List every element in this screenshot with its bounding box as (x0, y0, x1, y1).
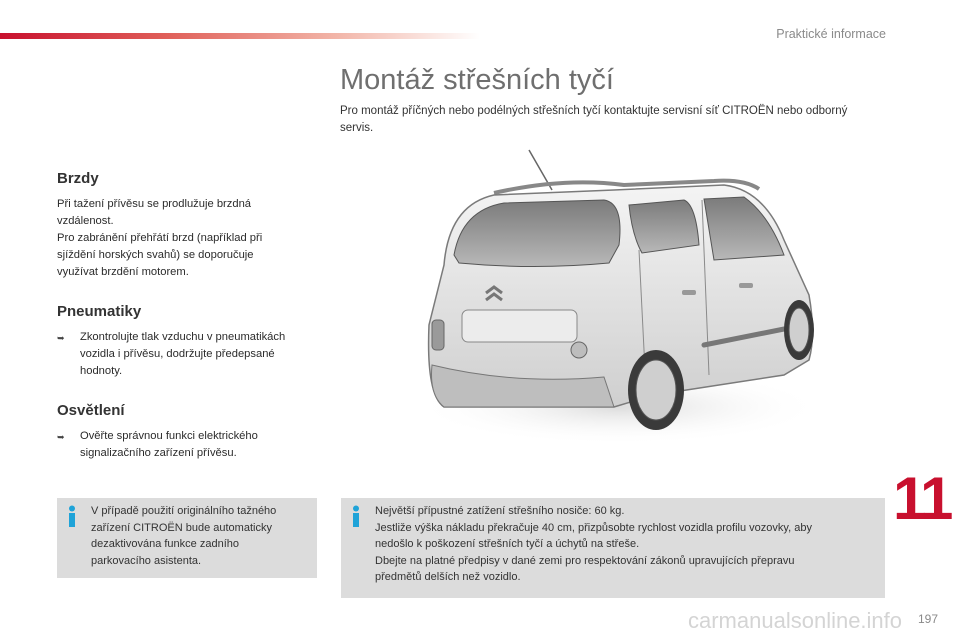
bullet-marker-icon: ➥ (57, 432, 65, 442)
page-number: 197 (917, 612, 938, 626)
lighting-bullet-text: Ověřte správnou funkci elektrického signalizačního zařízení přívěsu. (80, 430, 258, 459)
page-title: Montáž střešních tyčí (340, 64, 614, 96)
tyres-bullet-text: Zkontrolujte tlak vzduchu v pneumatikách vozidla i přívěsu, dodržujte předepsané hodnoty. (80, 331, 286, 377)
lighting-bullet (57, 428, 317, 462)
tyres-bullet (57, 329, 317, 380)
brakes-heading: Brzdy (57, 170, 99, 187)
brakes-text: Při tažení přívěsu se prodlužuje brzdná vzdálenost. Pro zabránění přehřátí brzd (například při sjíždění horských svahů) se doporučuje využívat brzdění motorem. (57, 198, 263, 278)
chapter-number: 11 (893, 465, 951, 532)
info-icon (67, 505, 77, 527)
watermark: carmanualsonline.info (688, 608, 903, 633)
intro-paragraph: Pro montáž příčných nebo podélných střešních tyčí kontaktujte servisní síť CITROËN nebo odborný servis. (340, 105, 848, 134)
roof-load-info-text: Největší přípustné zatížení střešního nosiče: 60 kg. Jestliže výška nákladu překračuje 40 cm, přizpůsobte rychlost vozidla profilu vozovky, aby nedošlo k poškození střešních tyčí a úchytů na střeše. Dbejte na platné předpisy v dané zemi pro respektování zákonů upravujících přepravu předmětů delších než vozidlo. (375, 505, 812, 583)
roof-load-info-box (341, 498, 885, 598)
top-accent-bar (0, 33, 480, 39)
parking-info-text: V případě použití originálního tažného zařízení CITROËN bude automaticky dezaktivována funkce zadního parkovacího asistenta. (91, 505, 277, 567)
info-icon (351, 505, 361, 527)
tyres-heading: Pneumatiky (57, 303, 142, 320)
lighting-heading: Osvětlení (57, 402, 125, 419)
parking-info-box (57, 498, 317, 578)
section-header: Praktické informace (776, 27, 886, 41)
left-column (57, 170, 317, 462)
car-rear-illustration-icon (414, 145, 824, 445)
bullet-marker-icon: ➥ (57, 333, 65, 343)
